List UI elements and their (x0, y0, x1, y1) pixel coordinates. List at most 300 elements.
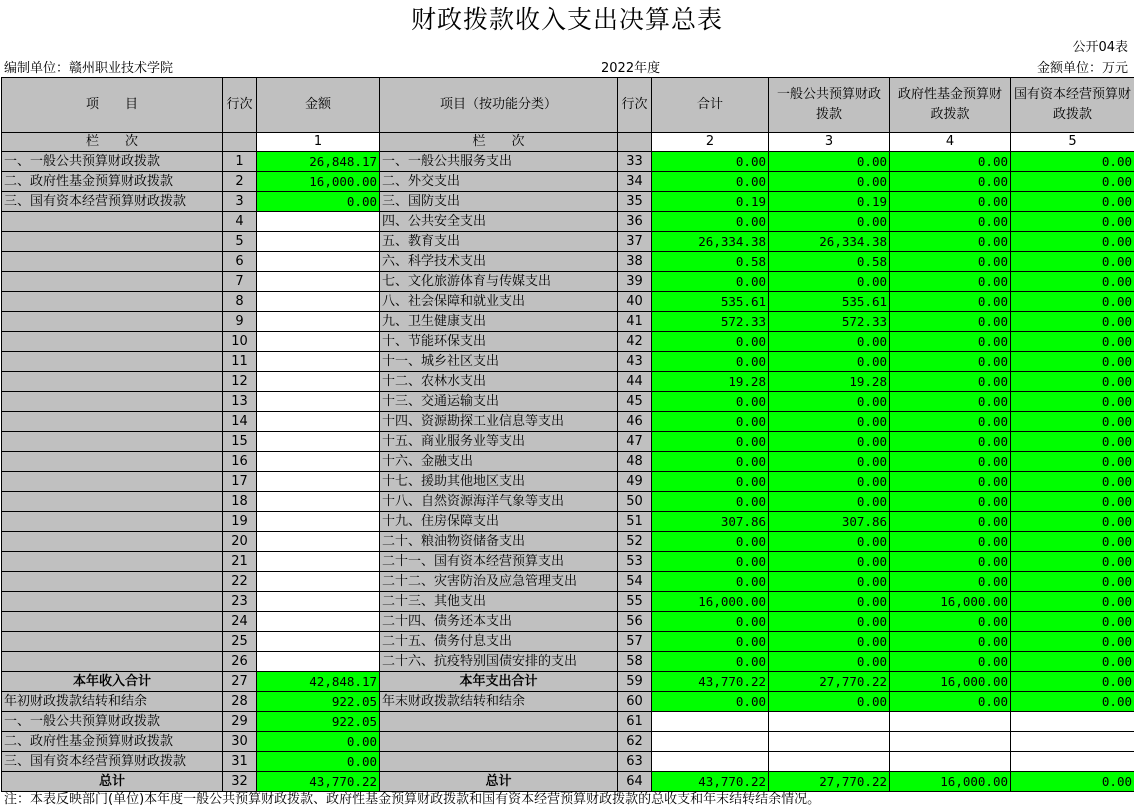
subheader-col1: 1 (257, 133, 380, 152)
blank-cell (652, 732, 769, 752)
blank-cell (890, 752, 1011, 772)
expense-gov-fund: 0.00 (890, 332, 1011, 352)
expense-total: 19.28 (652, 372, 769, 392)
subheader-col4: 4 (890, 133, 1011, 152)
expense-state-capital: 0.00 (1011, 412, 1134, 432)
expense-row-number: 44 (618, 372, 652, 392)
expense-state-capital: 0.00 (1011, 192, 1134, 212)
expense-total: 16,000.00 (652, 592, 769, 612)
income-amount (257, 212, 380, 232)
expense-total: 572.33 (652, 312, 769, 332)
carry-sub1-amount: 922.05 (257, 712, 380, 732)
table-row (2, 592, 1134, 612)
expense-gov-fund: 0.00 (890, 652, 1011, 672)
grand-total-state-capital: 0.00 (1011, 772, 1134, 792)
expense-gov-fund: 0.00 (890, 272, 1011, 292)
expense-state-capital: 0.00 (1011, 652, 1134, 672)
expense-gov-fund: 0.00 (890, 312, 1011, 332)
expense-state-capital: 0.00 (1011, 472, 1134, 492)
table-row (2, 492, 1134, 512)
expense-item-label: 十八、自然资源海洋气象等支出 (380, 492, 618, 512)
expense-gov-fund: 0.00 (890, 372, 1011, 392)
expense-general: 0.00 (769, 272, 890, 292)
table-row (2, 572, 1134, 592)
expense-total: 0.00 (652, 412, 769, 432)
carry-begin-number: 28 (223, 692, 257, 712)
expense-item-label: 九、卫生健康支出 (380, 312, 618, 332)
expense-total: 0.00 (652, 152, 769, 172)
income-item-label (2, 272, 223, 292)
table-row (2, 512, 1134, 532)
expense-general: 0.00 (769, 632, 890, 652)
blank-row-number: 63 (618, 752, 652, 772)
expense-item-label: 六、科学技术支出 (380, 252, 618, 272)
table-row (2, 472, 1134, 492)
expense-row-number: 58 (618, 652, 652, 672)
expense-item-label: 三、国防支出 (380, 192, 618, 212)
expense-gov-fund: 0.00 (890, 512, 1011, 532)
income-amount (257, 432, 380, 452)
carry-begin-amount: 922.05 (257, 692, 380, 712)
carry-sub2-number: 30 (223, 732, 257, 752)
table-row (2, 152, 1134, 172)
income-amount (257, 572, 380, 592)
income-amount (257, 312, 380, 332)
income-row-number: 17 (223, 472, 257, 492)
income-row-number: 13 (223, 392, 257, 412)
expense-total: 0.58 (652, 252, 769, 272)
income-row-number: 22 (223, 572, 257, 592)
header-general: 一般公共预算财政拨款 (769, 78, 890, 133)
subheader-col2: 2 (652, 133, 769, 152)
expense-gov-fund: 0.00 (890, 352, 1011, 372)
expense-gov-fund: 0.00 (890, 632, 1011, 652)
income-item-label (2, 652, 223, 672)
table-row (2, 192, 1134, 212)
income-row-number: 24 (223, 612, 257, 632)
expense-item-label: 十一、城乡社区支出 (380, 352, 618, 372)
income-item-label (2, 392, 223, 412)
income-row-number: 15 (223, 432, 257, 452)
income-item-label (2, 492, 223, 512)
expense-total: 26,334.38 (652, 232, 769, 252)
carry-sub2-label: 二、政府性基金预算财政拨款 (2, 732, 223, 752)
grand-total-left-label: 总计 (2, 772, 223, 792)
expense-state-capital: 0.00 (1011, 232, 1134, 252)
blank-row-number: 61 (618, 712, 652, 732)
header-state-capital: 国有资本经营预算财政拨款 (1011, 78, 1134, 133)
expense-item-label: 二十、粮油物资储备支出 (380, 532, 618, 552)
table-row (2, 412, 1134, 432)
expense-total: 0.00 (652, 172, 769, 192)
year-label: 2022年度 (601, 61, 661, 76)
expense-row-number: 36 (618, 212, 652, 232)
carry-end-general: 0.00 (769, 692, 890, 712)
expense-row-number: 57 (618, 632, 652, 652)
subheader-col5: 5 (1011, 133, 1134, 152)
expense-general: 0.00 (769, 152, 890, 172)
income-item-label (2, 532, 223, 552)
expense-general: 0.00 (769, 212, 890, 232)
header-rownum-right: 行次 (618, 78, 652, 133)
header-row (2, 78, 1134, 133)
income-row-number: 20 (223, 532, 257, 552)
income-row-number: 26 (223, 652, 257, 672)
expense-row-number: 54 (618, 572, 652, 592)
expense-row-number: 37 (618, 232, 652, 252)
income-item-label (2, 252, 223, 272)
expense-total-sum: 43,770.22 (652, 672, 769, 692)
subheader-empty-right (618, 133, 652, 152)
income-item-label (2, 332, 223, 352)
carry-sub3-label: 三、国有资本经营预算财政拨款 (2, 752, 223, 772)
blank-cell (769, 732, 890, 752)
expense-state-capital: 0.00 (1011, 592, 1134, 612)
expense-row-number: 38 (618, 252, 652, 272)
expense-gov-fund: 16,000.00 (890, 592, 1011, 612)
expense-gov-fund: 0.00 (890, 212, 1011, 232)
expense-gov-fund: 0.00 (890, 292, 1011, 312)
summary-row (2, 672, 1134, 692)
expense-row-number: 56 (618, 612, 652, 632)
income-item-label (2, 592, 223, 612)
expense-state-capital: 0.00 (1011, 332, 1134, 352)
blank-cell (890, 712, 1011, 732)
income-amount (257, 252, 380, 272)
expense-total: 0.00 (652, 212, 769, 232)
expense-total: 0.00 (652, 492, 769, 512)
income-item-label (2, 572, 223, 592)
expense-total-label: 本年支出合计 (380, 672, 618, 692)
expense-general: 0.00 (769, 652, 890, 672)
expense-gov-fund: 0.00 (890, 152, 1011, 172)
table-row (2, 272, 1134, 292)
expense-item-label: 十六、金融支出 (380, 452, 618, 472)
expense-item-label: 十五、商业服务业等支出 (380, 432, 618, 452)
expense-state-capital: 0.00 (1011, 632, 1134, 652)
expense-row-number: 48 (618, 452, 652, 472)
blank-cell (890, 732, 1011, 752)
income-total-amount: 42,848.17 (257, 672, 380, 692)
income-item-label (2, 292, 223, 312)
blank-row-number: 62 (618, 732, 652, 752)
income-row-number: 25 (223, 632, 257, 652)
income-item-label (2, 432, 223, 452)
expense-general: 307.86 (769, 512, 890, 532)
expense-gov-fund: 0.00 (890, 412, 1011, 432)
blank-cell (1011, 712, 1134, 732)
income-row-number: 2 (223, 172, 257, 192)
expense-row-number: 34 (618, 172, 652, 192)
table-row (2, 432, 1134, 452)
expense-row-number: 35 (618, 192, 652, 212)
income-amount (257, 472, 380, 492)
income-item-label (2, 472, 223, 492)
income-amount (257, 652, 380, 672)
expense-general: 0.00 (769, 472, 890, 492)
expense-row-number: 41 (618, 312, 652, 332)
table-row (2, 232, 1134, 252)
income-item-label: 二、政府性基金预算财政拨款 (2, 172, 223, 192)
income-row-number: 9 (223, 312, 257, 332)
summary-row (2, 732, 1134, 752)
income-row-number: 6 (223, 252, 257, 272)
blank-label (380, 712, 618, 732)
blank-cell (769, 712, 890, 732)
blank-label (380, 752, 618, 772)
expense-state-capital: 0.00 (1011, 612, 1134, 632)
expense-item-label: 七、文化旅游体育与传媒支出 (380, 272, 618, 292)
expense-total: 535.61 (652, 292, 769, 312)
income-amount (257, 272, 380, 292)
expense-state-capital: 0.00 (1011, 452, 1134, 472)
income-amount (257, 512, 380, 532)
expense-item-label: 十二、农林水支出 (380, 372, 618, 392)
expense-total: 0.00 (652, 552, 769, 572)
expense-state-capital: 0.00 (1011, 292, 1134, 312)
expense-general: 26,334.38 (769, 232, 890, 252)
table-row (2, 292, 1134, 312)
expense-row-number: 55 (618, 592, 652, 612)
expense-row-number: 51 (618, 512, 652, 532)
expense-item-label: 二、外交支出 (380, 172, 618, 192)
expense-total: 307.86 (652, 512, 769, 532)
expense-gov-fund: 0.00 (890, 392, 1011, 412)
income-row-number: 16 (223, 452, 257, 472)
blank-cell (1011, 752, 1134, 772)
expense-gov-fund: 0.00 (890, 612, 1011, 632)
expense-row-number: 49 (618, 472, 652, 492)
expense-row-number: 52 (618, 532, 652, 552)
income-amount (257, 532, 380, 552)
expense-item-label: 一、一般公共服务支出 (380, 152, 618, 172)
table-row (2, 552, 1134, 572)
expense-gov-fund: 0.00 (890, 172, 1011, 192)
expense-state-capital: 0.00 (1011, 492, 1134, 512)
income-item-label: 一、一般公共预算财政拨款 (2, 152, 223, 172)
expense-state-capital: 0.00 (1011, 352, 1134, 372)
expense-state-capital: 0.00 (1011, 532, 1134, 552)
expense-state-capital: 0.00 (1011, 152, 1134, 172)
income-row-number: 7 (223, 272, 257, 292)
carry-sub2-amount: 0.00 (257, 732, 380, 752)
grand-total-left-number: 32 (223, 772, 257, 792)
table-row (2, 632, 1134, 652)
table-row (2, 372, 1134, 392)
expense-general: 535.61 (769, 292, 890, 312)
income-amount (257, 592, 380, 612)
table-row (2, 332, 1134, 352)
expense-general: 19.28 (769, 372, 890, 392)
expense-total: 0.00 (652, 432, 769, 452)
summary-row (2, 712, 1134, 732)
expense-general: 0.00 (769, 352, 890, 372)
income-item-label (2, 312, 223, 332)
expense-row-number: 50 (618, 492, 652, 512)
expense-total: 0.19 (652, 192, 769, 212)
carry-end-state-capital: 0.00 (1011, 692, 1134, 712)
table-row (2, 652, 1134, 672)
expense-total-state-capital: 0.00 (1011, 672, 1134, 692)
table-row (2, 352, 1134, 372)
expense-general: 0.00 (769, 612, 890, 632)
expense-item-label: 五、教育支出 (380, 232, 618, 252)
header-item: 项 目 (2, 78, 223, 133)
expense-item-label: 二十五、债务付息支出 (380, 632, 618, 652)
expense-total: 0.00 (652, 632, 769, 652)
header-item-func: 项目（按功能分类） (380, 78, 618, 133)
expense-item-label: 二十四、债务还本支出 (380, 612, 618, 632)
expense-total-gov-fund: 16,000.00 (890, 672, 1011, 692)
blank-cell (652, 712, 769, 732)
blank-cell (652, 752, 769, 772)
header-rownum: 行次 (223, 78, 257, 133)
income-amount (257, 232, 380, 252)
expense-general: 0.00 (769, 332, 890, 352)
expense-total: 0.00 (652, 652, 769, 672)
income-amount (257, 412, 380, 432)
grand-total-gov-fund: 16,000.00 (890, 772, 1011, 792)
expense-item-label: 十九、住房保障支出 (380, 512, 618, 532)
expense-gov-fund: 0.00 (890, 252, 1011, 272)
budget-summary-table (1, 77, 1134, 792)
income-amount: 16,000.00 (257, 172, 380, 192)
expense-item-label: 十三、交通运输支出 (380, 392, 618, 412)
expense-general: 0.19 (769, 192, 890, 212)
subheader-empty (223, 133, 257, 152)
table-row (2, 452, 1134, 472)
expense-item-label: 四、公共安全支出 (380, 212, 618, 232)
income-row-number: 12 (223, 372, 257, 392)
expense-gov-fund: 0.00 (890, 492, 1011, 512)
blank-cell (1011, 732, 1134, 752)
income-item-label (2, 612, 223, 632)
carry-end-label: 年末财政拨款结转和结余 (380, 692, 618, 712)
income-row-number: 5 (223, 232, 257, 252)
grand-total-left-amount: 43,770.22 (257, 772, 380, 792)
subheader-col3: 3 (769, 133, 890, 152)
expense-item-label: 二十六、抗疫特别国债安排的支出 (380, 652, 618, 672)
income-item-label (2, 452, 223, 472)
income-row-number: 19 (223, 512, 257, 532)
expense-general: 572.33 (769, 312, 890, 332)
table-row (2, 532, 1134, 552)
expense-gov-fund: 0.00 (890, 192, 1011, 212)
income-total-number: 27 (223, 672, 257, 692)
expense-gov-fund: 0.00 (890, 232, 1011, 252)
income-row-number: 21 (223, 552, 257, 572)
currency-label: 金额单位：万元 (1036, 61, 1128, 76)
income-amount (257, 332, 380, 352)
expense-row-number: 47 (618, 432, 652, 452)
expense-state-capital: 0.00 (1011, 392, 1134, 412)
income-item-label (2, 512, 223, 532)
expense-state-capital: 0.00 (1011, 552, 1134, 572)
grand-total-right-label: 总计 (380, 772, 618, 792)
income-row-number: 11 (223, 352, 257, 372)
expense-general: 0.00 (769, 492, 890, 512)
income-row-number: 10 (223, 332, 257, 352)
expense-total: 0.00 (652, 612, 769, 632)
blank-cell (769, 752, 890, 772)
carry-end-gov-fund: 0.00 (890, 692, 1011, 712)
expense-total: 0.00 (652, 272, 769, 292)
form-code: 公开04表 (1072, 40, 1128, 55)
income-item-label: 三、国有资本经营预算财政拨款 (2, 192, 223, 212)
income-total-label: 本年收入合计 (2, 672, 223, 692)
income-row-number: 3 (223, 192, 257, 212)
expense-row-number: 53 (618, 552, 652, 572)
grand-total-sum: 43,770.22 (652, 772, 769, 792)
expense-item-label: 十七、援助其他地区支出 (380, 472, 618, 492)
blank-label (380, 732, 618, 752)
expense-general: 0.00 (769, 172, 890, 192)
carry-begin-label: 年初财政拨款结转和结余 (2, 692, 223, 712)
expense-total-general: 27,770.22 (769, 672, 890, 692)
expense-gov-fund: 0.00 (890, 552, 1011, 572)
header-total: 合计 (652, 78, 769, 133)
expense-general: 0.00 (769, 592, 890, 612)
expense-gov-fund: 0.00 (890, 432, 1011, 452)
income-amount: 0.00 (257, 192, 380, 212)
subheader-row (2, 133, 1134, 152)
expense-total: 0.00 (652, 392, 769, 412)
income-amount (257, 392, 380, 412)
expense-gov-fund: 0.00 (890, 572, 1011, 592)
income-row-number: 23 (223, 592, 257, 612)
income-item-label (2, 212, 223, 232)
expense-state-capital: 0.00 (1011, 272, 1134, 292)
expense-general: 0.00 (769, 552, 890, 572)
expense-state-capital: 0.00 (1011, 252, 1134, 272)
income-amount (257, 632, 380, 652)
expense-state-capital: 0.00 (1011, 372, 1134, 392)
income-amount (257, 452, 380, 472)
header-amount: 金额 (257, 78, 380, 133)
expense-total: 0.00 (652, 332, 769, 352)
expense-total: 0.00 (652, 472, 769, 492)
table-row (2, 392, 1134, 412)
income-amount (257, 612, 380, 632)
income-item-label (2, 632, 223, 652)
table-row (2, 172, 1134, 192)
table-row (2, 612, 1134, 632)
expense-row-number: 45 (618, 392, 652, 412)
expense-state-capital: 0.00 (1011, 432, 1134, 452)
income-amount (257, 492, 380, 512)
expense-item-label: 二十一、国有资本经营预算支出 (380, 552, 618, 572)
income-item-label (2, 412, 223, 432)
subheader-lanci-right: 栏 次 (380, 133, 618, 152)
summary-row (2, 692, 1134, 712)
expense-gov-fund: 0.00 (890, 472, 1011, 492)
income-row-number: 18 (223, 492, 257, 512)
expense-row-number: 46 (618, 412, 652, 432)
carry-sub1-number: 29 (223, 712, 257, 732)
expense-item-label: 十四、资源勘探工业信息等支出 (380, 412, 618, 432)
expense-total-number: 59 (618, 672, 652, 692)
expense-general: 0.00 (769, 532, 890, 552)
expense-state-capital: 0.00 (1011, 512, 1134, 532)
income-row-number: 14 (223, 412, 257, 432)
income-amount (257, 552, 380, 572)
expense-general: 0.00 (769, 412, 890, 432)
expense-item-label: 二十三、其他支出 (380, 592, 618, 612)
expense-state-capital: 0.00 (1011, 312, 1134, 332)
expense-item-label: 二十二、灾害防治及应急管理支出 (380, 572, 618, 592)
income-item-label (2, 232, 223, 252)
expense-gov-fund: 0.00 (890, 532, 1011, 552)
